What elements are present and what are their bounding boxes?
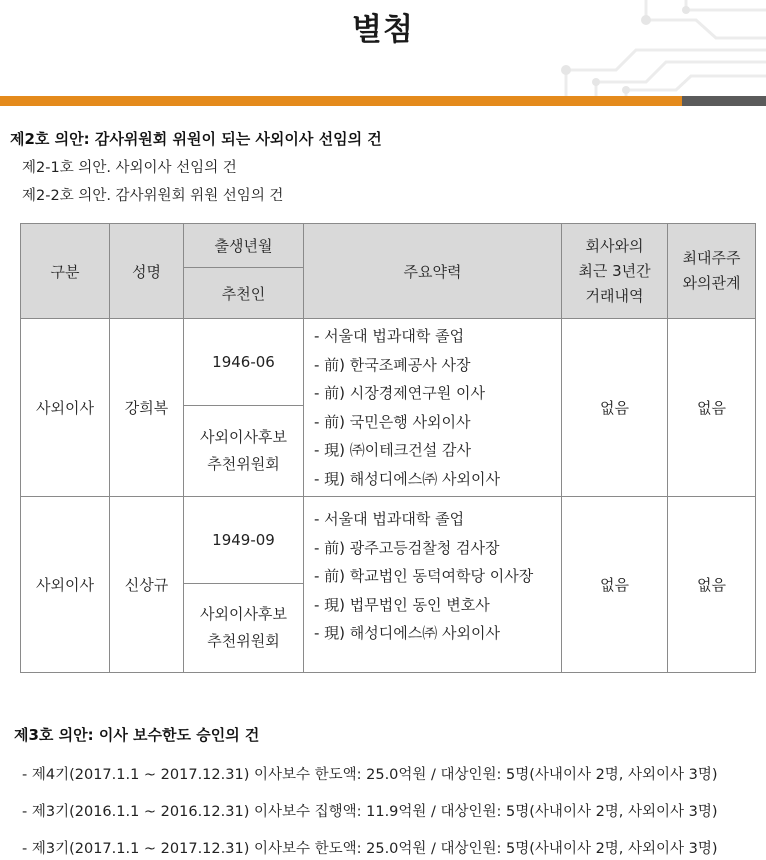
cell-relation: 없음 [668,319,756,497]
career-item: - 前) 광주고등검찰청 검사장 [314,538,500,557]
career-item: - 現) 법무법인 동인 변호사 [314,595,490,614]
header-career: 주요약력 [304,224,562,319]
career-item: - 現) 해성디에스㈜ 사외이사 [314,469,500,488]
section3-item: - 제3기(2016.1.1 ~ 2016.12.31) 이사보수 집행액: 11.9억원 / 대상인원: 5명(사내이사 2명, 사외이사 3명) [22,804,718,820]
career-item: - 前) 국민은행 사외이사 [314,412,471,431]
recommender-line: 사외이사후보 [200,428,287,446]
cell-category: 사외이사 [21,319,110,497]
header-transactions-line: 회사와의 [585,236,644,255]
career-item: - 서울대 법과대학 졸업 [314,510,465,528]
header-birth: 출생년월 [184,224,304,268]
page-title: 별첨 [352,12,414,48]
cell-transactions: 없음 [562,497,668,673]
cell-birth: 1946-06 [184,319,304,406]
career-item: - 現) 해성디에스㈜ 사외이사 [314,624,500,642]
accent-bar-dark [682,96,766,106]
header-transactions [562,224,668,319]
cell-careers [304,497,562,673]
career-item: - 前) 한국조폐공사 사장 [314,355,471,374]
recommender-line: 사외이사후보 [200,605,287,623]
cell-category: 사외이사 [21,497,110,673]
cell-name: 신상규 [110,497,184,673]
section2-title: 제2호 의안: 감사위원회 위원이 되는 사외이사 선임의 건 [10,130,382,148]
header-name: 성명 [110,224,184,319]
header-relation [668,224,756,319]
cell-recommender [184,406,304,497]
career-item: - 前) 학교법인 동덕여학당 이사장 [314,567,534,585]
header-relation-line: 와의관계 [682,274,741,292]
header-transactions-line: 거래내역 [585,286,644,305]
cell-relation: 없음 [668,497,756,673]
sub-item-2-2: 제2-2호 의안. 감사위원회 위원 선임의 건 [22,188,284,204]
career-item: - 前) 시장경제연구원 이사 [314,384,485,402]
candidate-table [20,223,756,673]
page-header [0,0,766,96]
header-relation-line: 최대주주 [682,249,741,267]
table-row [21,497,756,584]
table-row [21,319,756,406]
section3-item: - 제3기(2017.1.1 ~ 2017.12.31) 이사보수 한도액: 25.0억원 / 대상인원: 5명(사내이사 2명, 사외이사 3명) [22,841,718,857]
career-item: - 現) ㈜이테크건설 감사 [314,441,471,459]
header-transactions-line: 최근 3년간 [578,261,651,280]
accent-bar [0,96,682,106]
recommender-line: 추천위원회 [207,455,280,473]
sub-item-2-1: 제2-1호 의안. 사외이사 선임의 건 [22,160,237,176]
recommender-line: 추천위원회 [207,632,280,650]
section3-item: - 제4기(2017.1.1 ~ 2017.12.31) 이사보수 한도액: 25.0억원 / 대상인원: 5명(사내이사 2명, 사외이사 3명) [22,767,718,783]
cell-transactions: 없음 [562,319,668,497]
career-item: - 서울대 법과대학 졸업 [314,327,465,345]
cell-name: 강희복 [110,319,184,497]
header-recommender: 추천인 [184,268,304,319]
cell-birth: 1949-09 [184,497,304,584]
header-category: 구분 [21,224,110,319]
cell-careers [304,319,562,497]
section3-title: 제3호 의안: 이사 보수한도 승인의 건 [14,726,260,744]
cell-recommender [184,584,304,673]
